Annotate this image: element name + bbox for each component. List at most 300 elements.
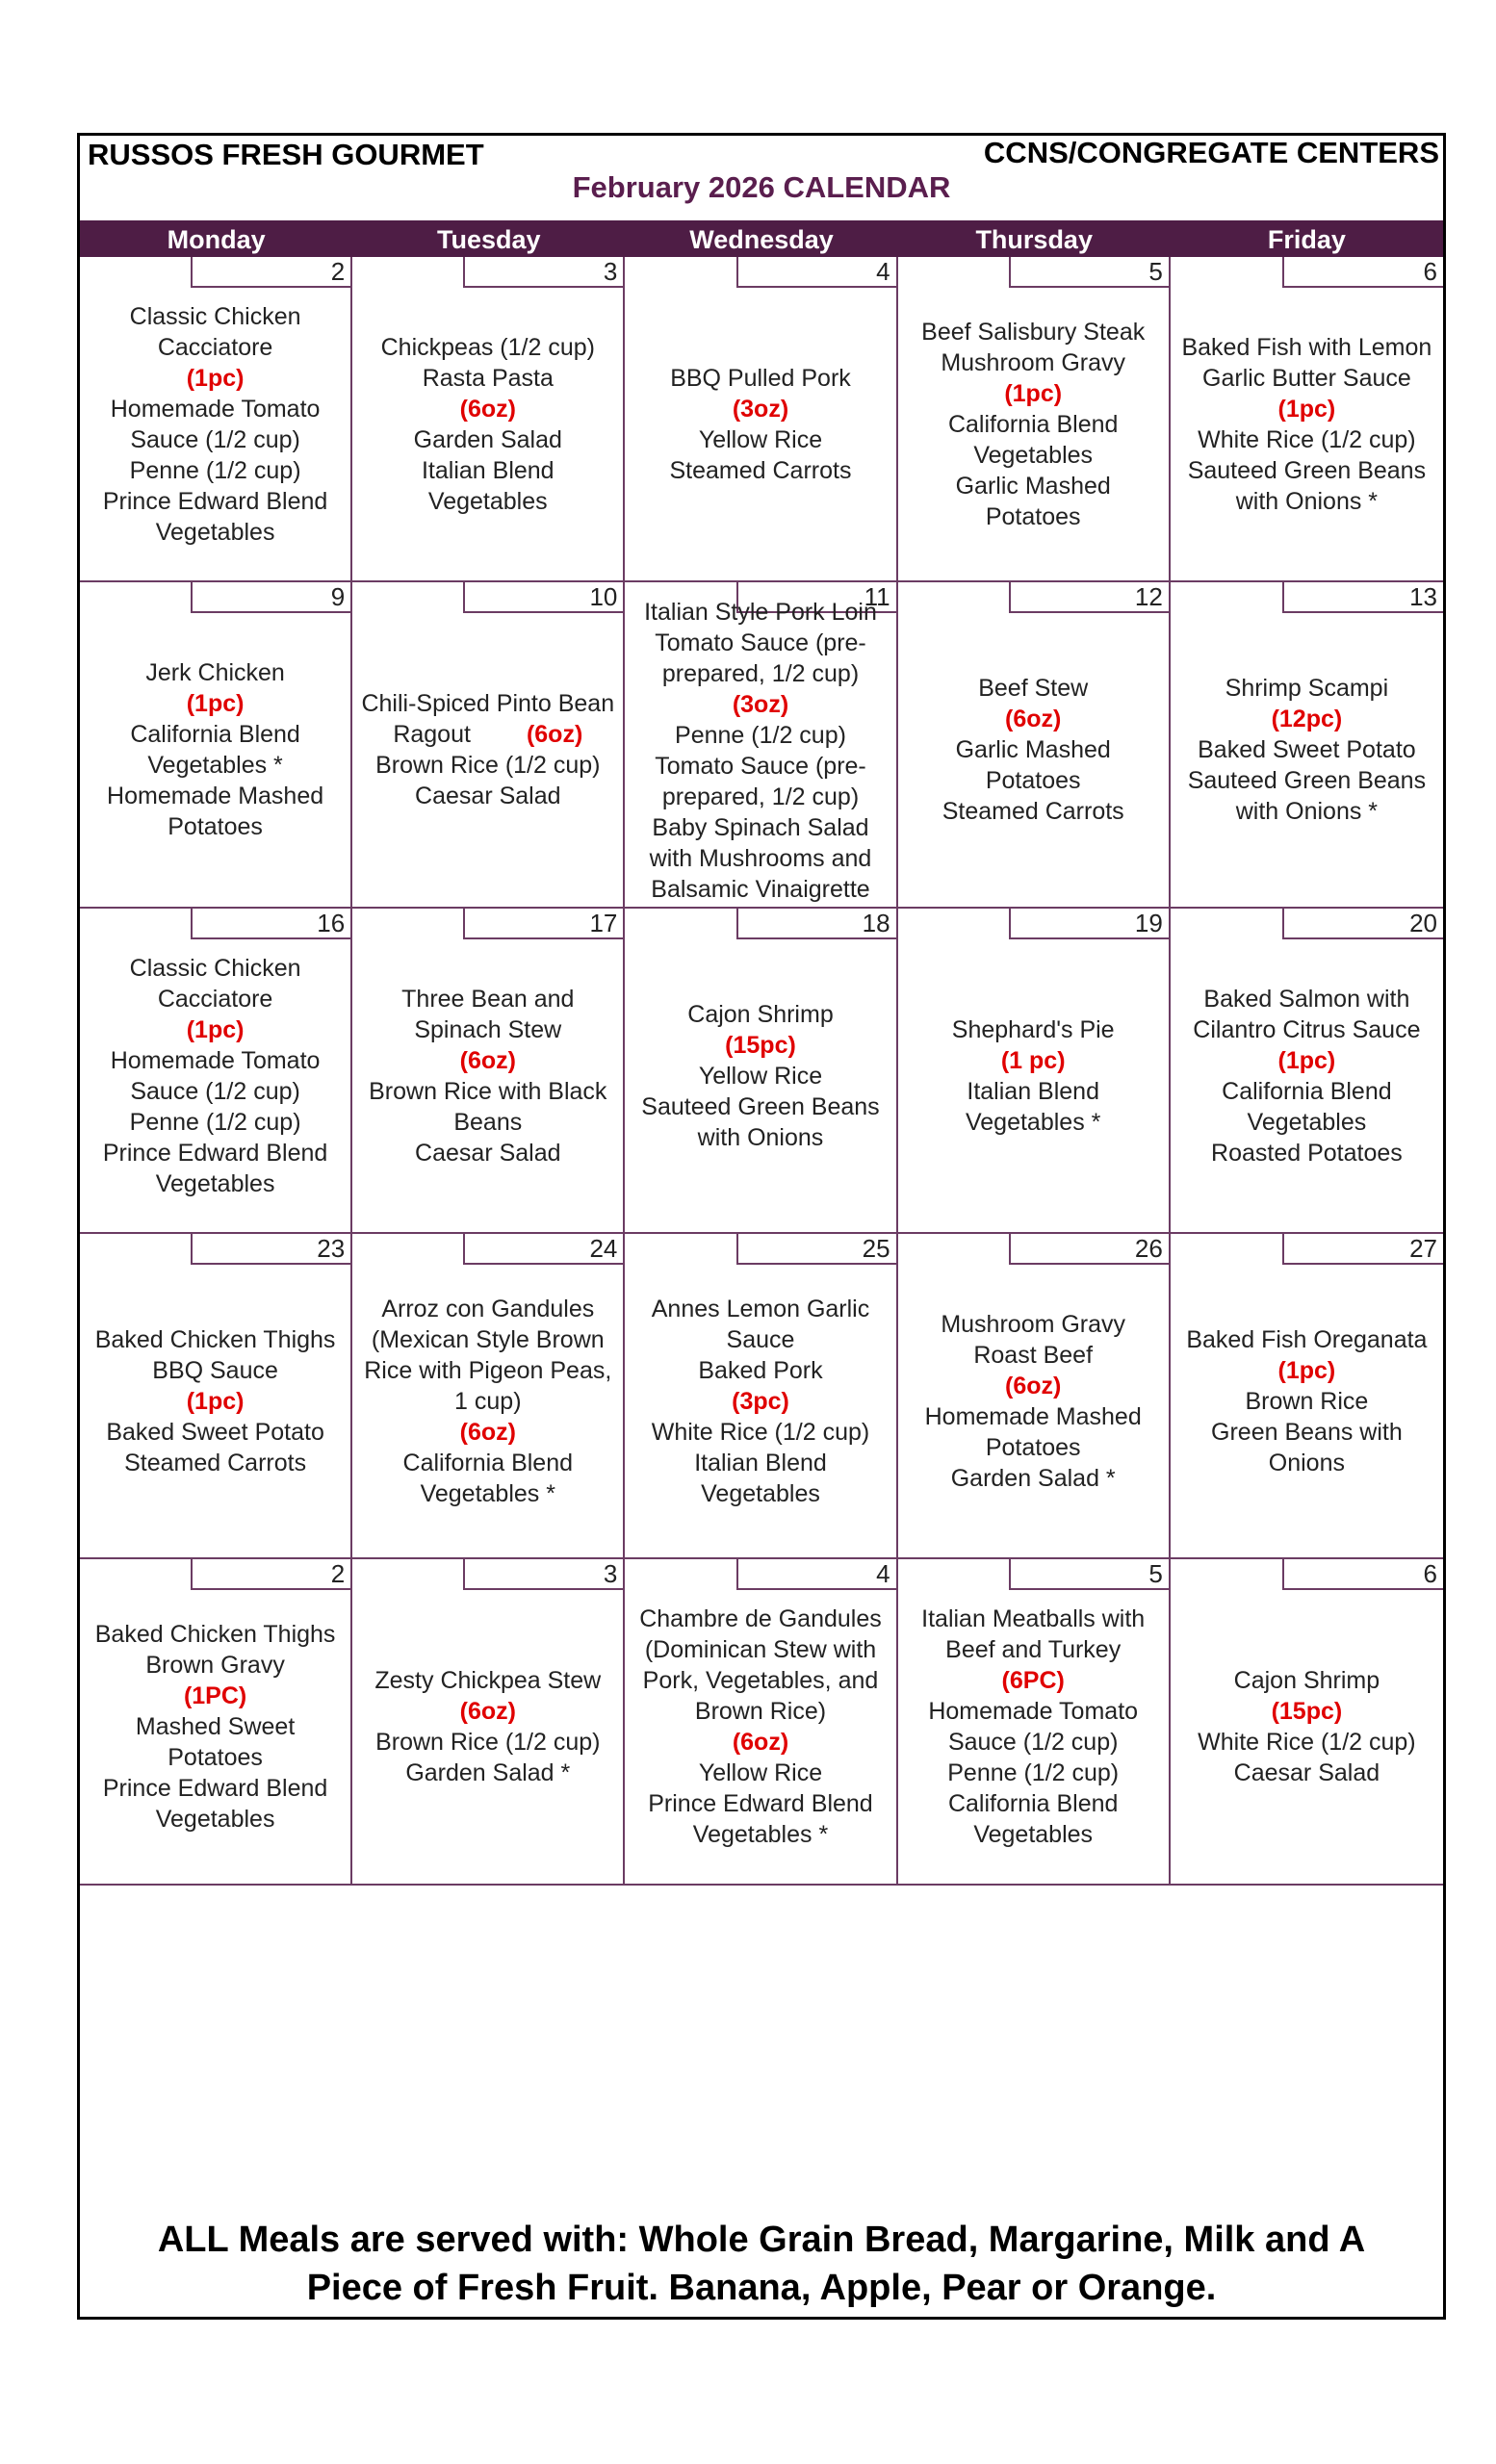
day-cell (625, 582, 897, 908)
meal-line-text: Sauteed Green Beans (641, 1092, 880, 1120)
meal-description (352, 288, 623, 580)
meal-line-text: Homemade Tomato (110, 1046, 321, 1074)
meal-line (1236, 796, 1378, 827)
meal-line-text: (6oz) (1005, 706, 1062, 733)
meal-line (415, 781, 560, 811)
meal-line (393, 719, 582, 750)
meal-line-text: (15pc) (725, 1031, 796, 1059)
meal-description (898, 939, 1169, 1232)
meal-line (695, 1696, 826, 1727)
meal-line-text: Prince Edward Blend (102, 488, 328, 516)
day-number: 16 (317, 908, 346, 937)
meal-line-text: Tomato Sauce (pre- (655, 629, 866, 656)
meal-line-text: (3pc) (732, 1388, 789, 1416)
weekday-header-row (80, 220, 1443, 257)
meal-line (1188, 455, 1426, 486)
meal-line (145, 1650, 284, 1681)
meal-line-text: Vegetables * (147, 752, 283, 780)
meal-line-text: (6oz) (1005, 1373, 1062, 1400)
meal-line-text: Green Beans with (1211, 1419, 1403, 1447)
portion-size (1272, 1696, 1343, 1727)
day-number-box (736, 257, 896, 288)
meal-description (80, 288, 350, 580)
meal-line-text: Penne (1/2 cup) (675, 721, 846, 749)
meal-line-text: Cajon Shrimp (687, 1000, 834, 1028)
meal-line (942, 796, 1124, 827)
day-number-box (1009, 909, 1169, 939)
meal-line-text: Caesar Salad (415, 1139, 561, 1167)
meal-description (625, 1590, 895, 1883)
meal-line (951, 1463, 1116, 1494)
meal-line-text: Caesar Salad (415, 783, 561, 810)
meal-line-text: Cacciatore (157, 985, 273, 1013)
weekday-tuesday: Tuesday (437, 225, 541, 254)
meal-line (95, 1619, 336, 1650)
meal-line (130, 301, 301, 332)
meal-line-text: Vegetables (155, 1806, 275, 1834)
portion-size (1001, 1045, 1066, 1076)
meal-line (375, 1727, 600, 1758)
meal-line-text: Brown Rice (1/2 cup) (375, 1729, 601, 1757)
day-number-box (191, 257, 350, 288)
meal-line (928, 1696, 1138, 1727)
day-cell (80, 257, 352, 582)
meal-line (158, 332, 273, 363)
meal-line-text: Cajon Shrimp (1233, 1667, 1380, 1695)
meal-line-text: (3oz) (732, 396, 789, 424)
meal-line (1186, 1324, 1427, 1355)
day-cell (898, 257, 1171, 582)
day-cell (352, 257, 625, 582)
meal-line (986, 501, 1081, 532)
meal-line (652, 812, 868, 843)
meal-line (130, 1107, 301, 1138)
meal-line (403, 1448, 574, 1478)
calendar-frame (77, 133, 1446, 2320)
meal-line (1198, 1727, 1415, 1758)
meal-line (1198, 424, 1415, 455)
meal-description (625, 288, 895, 580)
meal-line-text: Homemade Mashed (107, 783, 324, 810)
portion-size (733, 1727, 788, 1758)
meal-line (694, 1448, 827, 1478)
meal-line-text: Vegetables (155, 1169, 275, 1197)
portion-size (1005, 704, 1061, 734)
meal-description (625, 1265, 895, 1557)
meal-line (130, 719, 300, 750)
day-number-box (1009, 582, 1169, 613)
meal-line (422, 455, 555, 486)
portion-size (1278, 394, 1336, 424)
meal-line-text: (6oz) (459, 396, 516, 424)
meal-line (401, 984, 574, 1014)
meal-description (1171, 288, 1443, 580)
meal-line-text: 1 cup) (454, 1388, 522, 1416)
day-number: 5 (1148, 1559, 1163, 1589)
meal-line (107, 781, 323, 811)
portion-size (733, 394, 788, 424)
meal-line (369, 1076, 606, 1107)
meal-line-text: Garlic Butter Sauce (1202, 365, 1411, 393)
meal-footnote (80, 2211, 1443, 2317)
meal-line (375, 750, 600, 781)
meal-line (1188, 765, 1426, 796)
meal-line (414, 1014, 561, 1045)
day-number-box (463, 257, 623, 288)
day-number: 27 (1409, 1234, 1437, 1263)
meal-line (941, 1309, 1125, 1340)
day-number: 18 (862, 908, 890, 937)
day-number-box (463, 1559, 623, 1590)
day-number: 4 (876, 1559, 890, 1589)
day-cell (898, 1234, 1171, 1559)
meal-line (698, 1122, 824, 1153)
meal-line (948, 409, 1119, 440)
meal-line (156, 1168, 275, 1199)
day-cell (1171, 909, 1443, 1234)
meal-line-text: Potatoes (985, 503, 1081, 531)
meal-line-text: Brown Rice) (694, 1698, 827, 1726)
meal-line (639, 1604, 882, 1634)
meal-line-text: Baked Sweet Potato (1198, 736, 1416, 764)
meal-line (699, 1061, 822, 1091)
meal-line (644, 597, 877, 628)
portion-size (460, 394, 516, 424)
meal-line (1222, 1076, 1392, 1107)
meal-line (364, 1355, 611, 1386)
meal-line-text: Potatoes (985, 767, 1081, 795)
meal-line (973, 440, 1093, 471)
meal-line (168, 1742, 263, 1773)
meal-line-text: California Blend (130, 721, 300, 749)
meal-description (898, 1590, 1169, 1883)
meal-description (1171, 939, 1443, 1232)
meal-line (130, 1076, 300, 1107)
day-number-box (191, 1559, 350, 1590)
program-name: CCNS/CONGREGATE CENTERS (983, 136, 1439, 169)
day-number: 2 (330, 257, 346, 286)
day-cell (898, 909, 1171, 1234)
meal-line (158, 984, 273, 1014)
day-number-box (1009, 1234, 1169, 1265)
meal-line-text: prepared, 1/2 cup) (661, 783, 860, 810)
meal-line-text: Mashed Sweet (135, 1713, 296, 1741)
meal-line-text: Steamed Carrots (669, 457, 852, 485)
day-number-box (736, 1559, 896, 1590)
meal-line-text: Prince Edward Blend (102, 1775, 328, 1803)
meal-line-text: BBQ Pulled Pork (670, 365, 851, 393)
meal-line-text: Yellow Rice (698, 426, 823, 454)
meal-line (973, 1819, 1093, 1850)
portion-size (184, 1681, 246, 1711)
meal-line (423, 363, 554, 394)
meal-line-text: (6oz) (459, 1419, 516, 1447)
weekday-monday: Monday (167, 225, 266, 254)
day-number: 10 (589, 582, 618, 612)
meal-line (361, 688, 614, 719)
meal-line (1245, 1386, 1368, 1417)
day-number: 4 (876, 257, 890, 286)
meal-line-text: (1pc) (186, 365, 245, 393)
day-number: 23 (317, 1234, 346, 1263)
day-cell (898, 1559, 1171, 1885)
meal-line (1198, 734, 1416, 765)
portion-size (1272, 704, 1343, 734)
meal-line-text: Baked Pork (698, 1357, 823, 1385)
meal-line-text: Chili-Spiced Pinto Bean (361, 690, 615, 718)
footnote-line-1: ALL Meals are served with: Whole Grain Bread, Margarine, Milk and A (157, 2220, 1366, 2260)
meal-line (1193, 1014, 1420, 1045)
day-cell (898, 582, 1171, 908)
meal-description (898, 1265, 1169, 1557)
day-cell (352, 1234, 625, 1559)
meal-line (662, 782, 859, 812)
portion-size (187, 1386, 245, 1417)
meal-line-text: Baked Chicken Thighs (94, 1621, 336, 1649)
meal-line (414, 424, 562, 455)
calendar-header (80, 136, 1443, 220)
meal-line (168, 811, 263, 842)
meal-line (1234, 1758, 1380, 1788)
meal-line-text: Italian Blend (967, 1077, 1099, 1105)
meal-line-text: Baked Chicken Thighs (94, 1326, 336, 1354)
meal-line (111, 1045, 321, 1076)
day-number-box (1009, 257, 1169, 288)
meal-line (428, 486, 548, 517)
meal-line-text: Vegetables * (692, 1821, 829, 1849)
meal-line-text: (15pc) (1271, 1698, 1343, 1726)
meal-line-text: Steamed Carrots (124, 1450, 307, 1477)
meal-line-text: Penne (1/2 cup) (947, 1759, 1120, 1787)
meal-line-text: prepared, 1/2 cup) (661, 659, 860, 687)
meal-line-text: (12pc) (1271, 706, 1343, 733)
day-number: 17 (589, 908, 618, 937)
meal-line (1211, 1417, 1403, 1448)
meal-line-text: Mushroom Gravy (941, 349, 1126, 377)
portion-size (460, 1045, 516, 1076)
meal-description (352, 939, 623, 1232)
calendar-grid (80, 257, 1443, 2211)
meal-line-text: Balsamic Vinaigrette (651, 875, 870, 903)
meal-description (352, 1265, 623, 1557)
meal-line (103, 486, 327, 517)
meal-line (956, 734, 1111, 765)
meal-line (1181, 332, 1432, 363)
meal-line-text: with Onions (697, 1123, 824, 1151)
day-number-box (463, 582, 623, 613)
portion-size (733, 689, 788, 720)
meal-line-text: (Mexican Style Brown (371, 1326, 605, 1354)
meal-description (352, 613, 623, 906)
meal-line-text: Chickpeas (1/2 cup) (380, 334, 595, 362)
meal-line (693, 1819, 828, 1850)
day-number-box (1282, 257, 1443, 288)
meal-line (421, 1478, 555, 1509)
meal-line-text: Classic Chicken (129, 954, 301, 982)
meal-line (986, 1432, 1081, 1463)
meal-line-text: Beef Salisbury Steak (921, 319, 1146, 346)
meal-line-text: Vegetables * (420, 1480, 555, 1508)
day-number: 11 (864, 582, 890, 612)
meal-line-text: Spinach Stew (414, 1015, 562, 1043)
meal-line-text: with Onions * (1235, 798, 1379, 826)
footnote-line-2: Piece of Fresh Fruit. Banana, Apple, Pear or Orange. (306, 2268, 1217, 2308)
meal-line-text: Ragout (393, 721, 471, 749)
day-number-box (191, 909, 350, 939)
meal-line-text: California Blend (1222, 1077, 1392, 1105)
meal-line (374, 1665, 601, 1696)
day-number: 19 (1134, 908, 1163, 937)
portion-size (725, 1030, 796, 1061)
meal-line-text: Homemade Mashed (924, 1403, 1142, 1431)
meal-line (978, 673, 1088, 704)
meal-line-text: (1pc) (1277, 1357, 1336, 1385)
meal-line-text: Garden Salad (413, 426, 562, 454)
meal-line (106, 1417, 324, 1448)
meal-line (1269, 1448, 1345, 1478)
meal-line-text: Sauce (1/2 cup) (130, 1077, 300, 1105)
day-cell (80, 1234, 352, 1559)
meal-line (921, 1604, 1145, 1634)
meal-line-text: California Blend (402, 1450, 574, 1477)
meal-line-text: Brown Gravy (145, 1652, 285, 1680)
portion-size (187, 1014, 245, 1045)
meal-line-text: with Mushrooms and (649, 844, 872, 872)
meal-line-text: Garden Salad * (405, 1759, 571, 1787)
page-title: February 2026 CALENDAR (572, 170, 951, 204)
meal-line (966, 1107, 1100, 1138)
meal-line (381, 1294, 594, 1324)
meal-line (145, 657, 285, 688)
meal-line (1203, 984, 1409, 1014)
meal-line-text: Cilantro Citrus Sauce (1193, 1015, 1421, 1043)
day-number: 13 (1409, 582, 1437, 612)
meal-line-text: Homemade Tomato (928, 1698, 1139, 1726)
meal-line-text: Sauteed Green Beans (1187, 457, 1427, 485)
meal-description (1171, 1590, 1443, 1883)
day-cell (80, 909, 352, 1234)
meal-line (1236, 486, 1378, 517)
meal-line-text: Baked Fish with Lemon (1181, 334, 1432, 362)
meal-line-text: (1pc) (1004, 380, 1063, 408)
day-cell (352, 1559, 625, 1885)
meal-line-text: Tomato Sauce (pre- (655, 752, 866, 780)
meal-line (948, 1727, 1119, 1758)
day-cell (1171, 257, 1443, 582)
meal-line-text: Mushroom Gravy (941, 1311, 1126, 1339)
day-number-box (1282, 1234, 1443, 1265)
meal-line (655, 751, 866, 782)
meal-description (80, 1590, 350, 1883)
meal-line-text: Beef Stew (978, 675, 1089, 703)
day-number-box (1282, 909, 1443, 939)
meal-line (698, 1355, 822, 1386)
day-number-box (1282, 1559, 1443, 1590)
meal-line (699, 1758, 822, 1788)
meal-line-text: Italian Blend (694, 1450, 827, 1477)
portion-size (187, 688, 245, 719)
meal-line (1248, 1107, 1367, 1138)
meal-line (1225, 673, 1389, 704)
day-cell (352, 582, 625, 908)
meal-line-text: Vegetables (973, 1821, 1094, 1849)
day-cell (352, 909, 625, 1234)
meal-line (103, 1773, 327, 1804)
meal-line-text: Vegetables (973, 442, 1094, 470)
meal-line (675, 720, 846, 751)
meal-line (967, 1076, 1099, 1107)
day-cell (625, 1559, 897, 1885)
meal-line-text: Baked Fish Oreganata (1186, 1326, 1428, 1354)
meal-line (372, 1324, 605, 1355)
meal-line-text: California Blend (947, 1790, 1119, 1818)
meal-line-text: White Rice (1/2 cup) (1198, 1729, 1416, 1757)
portion-size (1002, 1665, 1065, 1696)
day-number-box (463, 909, 623, 939)
day-number: 2 (330, 1559, 346, 1589)
meal-line-text: (1pc) (186, 690, 245, 718)
day-number-box (736, 1234, 896, 1265)
meal-line-text: Cacciatore (157, 334, 273, 362)
meal-line (111, 394, 321, 424)
day-number: 24 (589, 1234, 618, 1263)
meal-line (699, 424, 822, 455)
day-number: 25 (862, 1234, 890, 1263)
meal-line (645, 1634, 876, 1665)
meal-line (973, 1340, 1093, 1371)
meal-line-text: White Rice (1/2 cup) (651, 1419, 870, 1447)
portion-size (460, 1417, 516, 1448)
meal-line-text: Rasta Pasta (422, 365, 554, 393)
day-cell (80, 582, 352, 908)
meal-line-text: (1pc) (186, 1015, 245, 1043)
meal-line-text: Sauce (726, 1326, 795, 1354)
meal-line-text: Baked Salmon with (1203, 985, 1410, 1013)
meal-line-text: Garden Salad * (950, 1465, 1116, 1493)
meal-line (130, 953, 301, 984)
meal-line-text: Garlic Mashed (955, 473, 1111, 500)
meal-description (1171, 1265, 1443, 1557)
day-number: 26 (1134, 1234, 1163, 1263)
day-number-box (463, 1234, 623, 1265)
meal-line-text: (6oz) (459, 1046, 516, 1074)
meal-line-text: Sauteed Green Beans (1187, 767, 1427, 795)
portion-size: (6oz) (526, 721, 583, 749)
meal-line-text: Vegetables (701, 1480, 820, 1508)
meal-line (952, 1014, 1115, 1045)
meal-line-text: Baby Spinach Salad (652, 813, 869, 841)
meal-line (1202, 363, 1411, 394)
meal-line-text: Homemade Tomato (110, 396, 321, 424)
weekday-wednesday: Wednesday (689, 225, 834, 254)
day-cell (1171, 1234, 1443, 1559)
meal-line-text: Beans (453, 1108, 523, 1136)
meal-line (941, 347, 1125, 378)
day-number: 6 (1423, 1559, 1437, 1589)
meal-line (687, 999, 833, 1030)
meal-line-text: Vegetables (155, 519, 275, 547)
meal-line-text: Jerk Chicken (145, 659, 285, 687)
meal-line-text: BBQ Sauce (152, 1357, 278, 1385)
day-number: 5 (1148, 257, 1163, 286)
day-cell (625, 257, 897, 582)
meal-line (956, 471, 1111, 501)
meal-line (648, 1788, 872, 1819)
meal-line (727, 1324, 795, 1355)
meal-line (405, 1758, 570, 1788)
day-cell (625, 1234, 897, 1559)
meal-line (670, 363, 851, 394)
